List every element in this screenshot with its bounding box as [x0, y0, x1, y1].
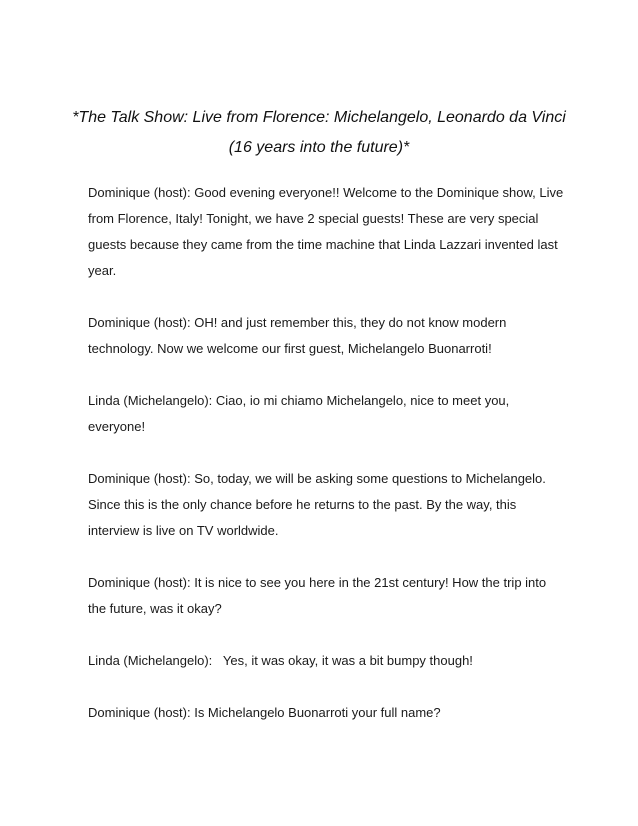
paragraph-4	[88, 466, 558, 544]
document-body	[88, 180, 564, 752]
text-line: Linda (Michelangelo): Ciao, io mi chiamo Michelangelo, nice to meet you,	[88, 393, 510, 408]
paragraph-3	[88, 388, 558, 440]
text-line: from Florence, Italy! Tonight, we have 2 special guests! These are very special	[88, 211, 539, 226]
paragraph-1	[88, 180, 564, 284]
paragraph-6	[88, 648, 558, 674]
text-line: interview is live on TV worldwide.	[88, 523, 279, 538]
text-line: everyone!	[88, 419, 146, 434]
text-line: year.	[88, 263, 117, 278]
subtitle-line: (16 years into the future)*	[228, 139, 410, 156]
text-line: Dominique (host): Is Michelangelo Buonarroti your full name?	[88, 705, 441, 720]
text-line: Since this is the only chance before he returns to the past. By the way, this	[88, 497, 517, 512]
text-line: guests because they came from the time machine that Linda Lazzari invented last	[88, 237, 558, 252]
title-line: *The Talk Show: Live from Florence: Michelangelo, Leonardo da Vinci	[72, 109, 566, 126]
text-line: Dominique (host): So, today, we will be asking some questions to Michelangelo.	[88, 471, 546, 486]
text-line: Dominique (host): It is nice to see you here in the 21st century! How the trip into	[88, 575, 547, 590]
paragraph-7	[88, 700, 558, 726]
paragraph-2	[88, 310, 558, 362]
text-line: Dominique (host): Good evening everyone!! Welcome to the Dominique show, Live	[88, 185, 564, 200]
text-line: technology. Now we welcome our first guest, Michelangelo Buonarroti!	[88, 341, 492, 356]
paragraph-5	[88, 570, 558, 622]
text-line: Dominique (host): OH! and just remember this, they do not know modern	[88, 315, 507, 330]
text-line: Linda (Michelangelo): Yes, it was okay, it was a bit bumpy though!	[88, 653, 473, 668]
text-line: the future, was it okay?	[88, 601, 222, 616]
document-title	[60, 103, 578, 163]
